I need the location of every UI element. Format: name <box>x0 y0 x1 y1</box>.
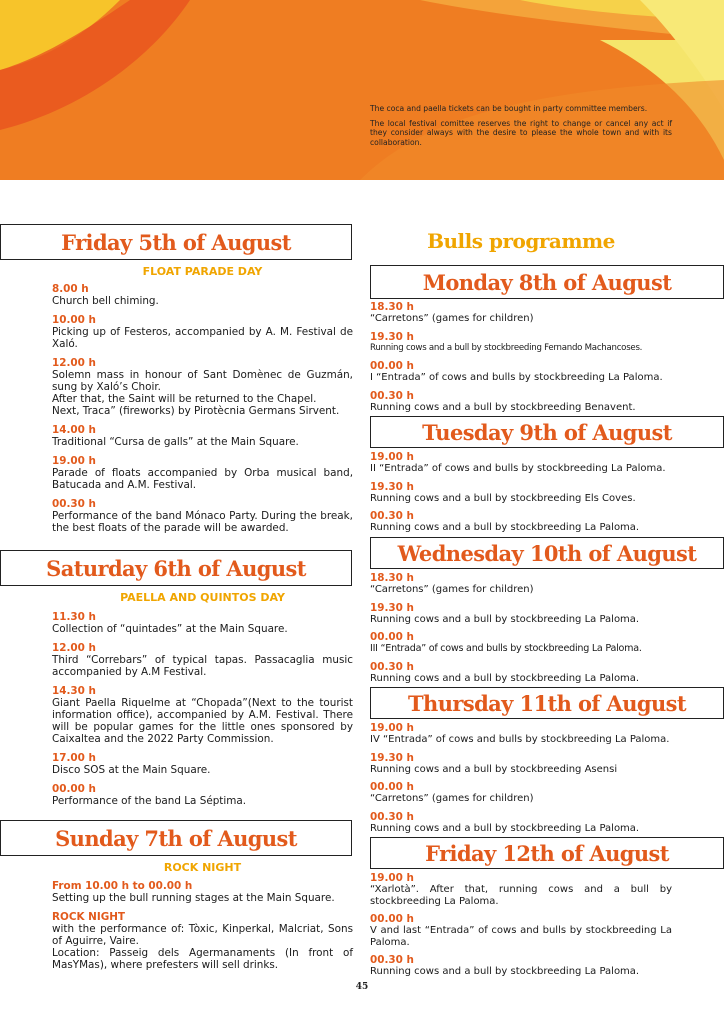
tuesday-9-events <box>370 451 672 540</box>
event <box>370 481 672 505</box>
event <box>370 572 672 596</box>
day-header-wednesday-10 <box>370 537 724 569</box>
event <box>370 631 672 655</box>
day-title: Monday 8th of August <box>422 269 672 295</box>
event-desc: Parade of floats accompanied by Orba musical band, Batucada and A.M. Festival. <box>52 467 353 491</box>
header-banner <box>0 0 724 180</box>
event-time: 19.00 h <box>52 455 96 467</box>
day-title: Wednesday 10th of August <box>397 540 697 566</box>
event-desc: Third “Correbars” of typical tapas. Passacaglia music accompanied by A.M Festival. <box>52 654 353 678</box>
event-desc: Performance of the band La Séptima. <box>52 795 247 807</box>
committee-note: The local festival comittee reserves the right to change or cancel any act if they consider always with the desire to please the whole town and with its collaboration. <box>370 118 672 147</box>
event-desc: Running cows and a bull by stockbreeding Fernando Machancoses. <box>370 342 643 353</box>
event-desc: Running cows and a bull by stockbreeding Benavent. <box>370 401 636 413</box>
event <box>370 811 672 835</box>
event <box>52 498 353 534</box>
day-header-friday-12 <box>370 837 724 869</box>
event-desc: V and last “Entrada” of cows and bulls by stockbreeding La Paloma. <box>370 925 672 948</box>
event-time: 17.00 h <box>52 752 96 764</box>
day-title: Tuesday 9th of August <box>422 419 672 445</box>
event-time: From 10.00 h to 00.00 h <box>52 880 193 892</box>
day-header-sunday-7 <box>0 820 352 856</box>
event <box>370 331 672 355</box>
event <box>52 424 353 448</box>
event <box>370 451 672 475</box>
thursday-11-events <box>370 722 672 840</box>
event <box>52 611 353 635</box>
event-time: 00.30 h <box>370 660 414 673</box>
day-header-monday-8 <box>370 265 724 299</box>
event-time: 00.00 h <box>370 913 414 925</box>
event-desc: with the performance of: Tòxic, Kinperkal, Malcriat, Sons of Aguirre, Vaire. Location: Passeig dels Agermanaments (In front of MasYMas), where prefesters will sell drinks. <box>52 923 353 971</box>
event-desc: Running cows and a bull by stockbreeding La Paloma. <box>370 522 640 533</box>
event-desc: “Xarlotà”. After that, running cows and a bull by stockbreeding La Paloma. <box>370 884 672 907</box>
monday-8-events <box>370 301 672 419</box>
event-time: 00.30 h <box>370 954 414 966</box>
event-time: 19.30 h <box>370 751 414 764</box>
event-desc: “Carretons” (games for children) <box>370 584 534 595</box>
event-time: 19.30 h <box>370 330 414 343</box>
event-desc: Running cows and a bull by stockbreeding La Paloma. <box>370 672 640 684</box>
event <box>52 752 353 776</box>
event-desc: Giant Paella Riquelme at “Chopada”(Next to the tourist information office), accompanied by A.M. Festival. There will be popular games for the little ones sponsored by Caixaltea and the 2022 Party Commission. <box>52 697 353 745</box>
event-desc: “Carretons” (games for children) <box>370 313 534 324</box>
rock-night-subtitle: ROCK NIGHT <box>163 861 242 874</box>
event-time: 18.30 h <box>370 301 414 313</box>
event <box>370 602 672 626</box>
event <box>52 783 353 807</box>
event-time: ROCK NIGHT <box>52 911 126 923</box>
event-time: 8.00 h <box>52 283 89 295</box>
event <box>370 360 672 384</box>
wednesday-10-events <box>370 572 672 690</box>
event-time: 10.00 h <box>52 314 96 326</box>
event-desc: Picking up of Festeros, accompanied by A. M. Festival de Xaló. <box>52 326 353 350</box>
day-title: Sunday 7th of August <box>55 825 297 851</box>
event <box>370 781 672 805</box>
event-desc: Performance of the band Mónaco Party. During the break, the best floats of the parade will be awarded. <box>52 510 353 534</box>
day-title: Thursday 11th of August <box>408 690 686 716</box>
event <box>52 911 353 971</box>
event <box>52 283 353 307</box>
event-time: 00.00 h <box>370 631 414 643</box>
event-desc: Collection of “quintades” at the Main Square. <box>52 623 288 635</box>
event <box>52 455 353 491</box>
day-header-saturday-6 <box>0 550 352 586</box>
event-time: 00.00 h <box>52 783 96 795</box>
event <box>52 357 353 417</box>
friday-12-events <box>370 872 672 984</box>
event-time: 00.30 h <box>370 510 414 522</box>
event <box>370 913 672 948</box>
event <box>370 390 672 414</box>
event-desc: III “Entrada” of cows and bulls by stockbreeding La Paloma. <box>370 643 642 654</box>
float-parade-subtitle: FLOAT PARADE DAY <box>142 265 263 278</box>
event <box>52 314 353 350</box>
event-desc: Running cows and a bull by stockbreeding La Paloma. <box>370 822 640 834</box>
event <box>370 510 672 534</box>
day-header-friday-5 <box>0 224 352 260</box>
day-title: Saturday 6th of August <box>46 555 306 581</box>
event-desc: Running cows and a bull by stockbreeding Els Coves. <box>370 492 636 504</box>
event-time: 00.30 h <box>370 810 414 823</box>
event <box>370 872 672 907</box>
event-time: 19.30 h <box>370 480 414 493</box>
event-desc: Running cows and a bull by stockbreeding La Paloma. <box>370 966 640 977</box>
event-desc: I “Entrada” of cows and bulls by stockbreeding La Paloma. <box>370 372 663 383</box>
event-time: 12.00 h <box>52 642 96 654</box>
event-desc: Running cows and a bull by stockbreeding Asensi <box>370 763 618 775</box>
event <box>370 301 672 325</box>
event-desc: “Carretons” (games for children) <box>370 793 534 804</box>
event <box>52 880 353 904</box>
day-header-thursday-11 <box>370 687 724 719</box>
event <box>52 685 353 745</box>
event-time: 19.00 h <box>370 872 414 884</box>
event-time: 18.30 h <box>370 572 414 584</box>
event-time: 19.00 h <box>370 722 414 734</box>
event <box>370 954 672 978</box>
friday-5-events <box>52 283 353 541</box>
event-time: 00.00 h <box>370 781 414 793</box>
sunday-7-events <box>52 880 353 978</box>
event-time: 11.30 h <box>52 611 96 623</box>
page-number: 45 <box>355 982 369 992</box>
day-title: Friday 12th of August <box>425 840 669 866</box>
event-desc: Running cows and a bull by stockbreeding La Paloma. <box>370 613 640 625</box>
event-time: 00.30 h <box>52 498 96 510</box>
saturday-6-events <box>52 611 353 814</box>
event-desc: Disco SOS at the Main Square. <box>52 764 211 776</box>
event-time: 00.30 h <box>370 389 414 402</box>
ticket-notes <box>370 104 672 152</box>
event <box>370 661 672 685</box>
tickets-note: The coca and paella tickets can be bought in party committee members. <box>370 104 648 113</box>
event <box>370 722 672 746</box>
event <box>52 642 353 678</box>
event-desc: IV “Entrada” of cows and bulls by stockbreeding La Paloma. <box>370 734 670 745</box>
day-header-tuesday-9 <box>370 416 724 448</box>
day-title: Friday 5th of August <box>61 229 291 255</box>
event-desc: Traditional “Cursa de galls” at the Main Square. <box>52 436 299 448</box>
event-time: 14.30 h <box>52 685 96 697</box>
event <box>370 752 672 776</box>
event-desc: Church bell chiming. <box>52 295 159 307</box>
event-time: 14.00 h <box>52 424 96 436</box>
bulls-programme-heading: Bulls programme <box>427 229 615 253</box>
event-desc: Solemn mass in honour of Sant Domènec de Guzmán, sung by Xaló’s Choir. After that, the Saint will be returned to the Chapel. Next, Traca” (fireworks) by Pirotècnia Germans Sirvent. <box>52 369 353 417</box>
event-time: 19.00 h <box>370 451 414 463</box>
event-time: 00.00 h <box>370 360 414 372</box>
paella-quintos-subtitle: PAELLA AND QUINTOS DAY <box>120 591 285 604</box>
event-time: 12.00 h <box>52 357 96 369</box>
event-time: 19.30 h <box>370 601 414 614</box>
event-desc: Setting up the bull running stages at the Main Square. <box>52 892 335 904</box>
event-desc: II “Entrada” of cows and bulls by stockbreeding La Paloma. <box>370 463 666 474</box>
